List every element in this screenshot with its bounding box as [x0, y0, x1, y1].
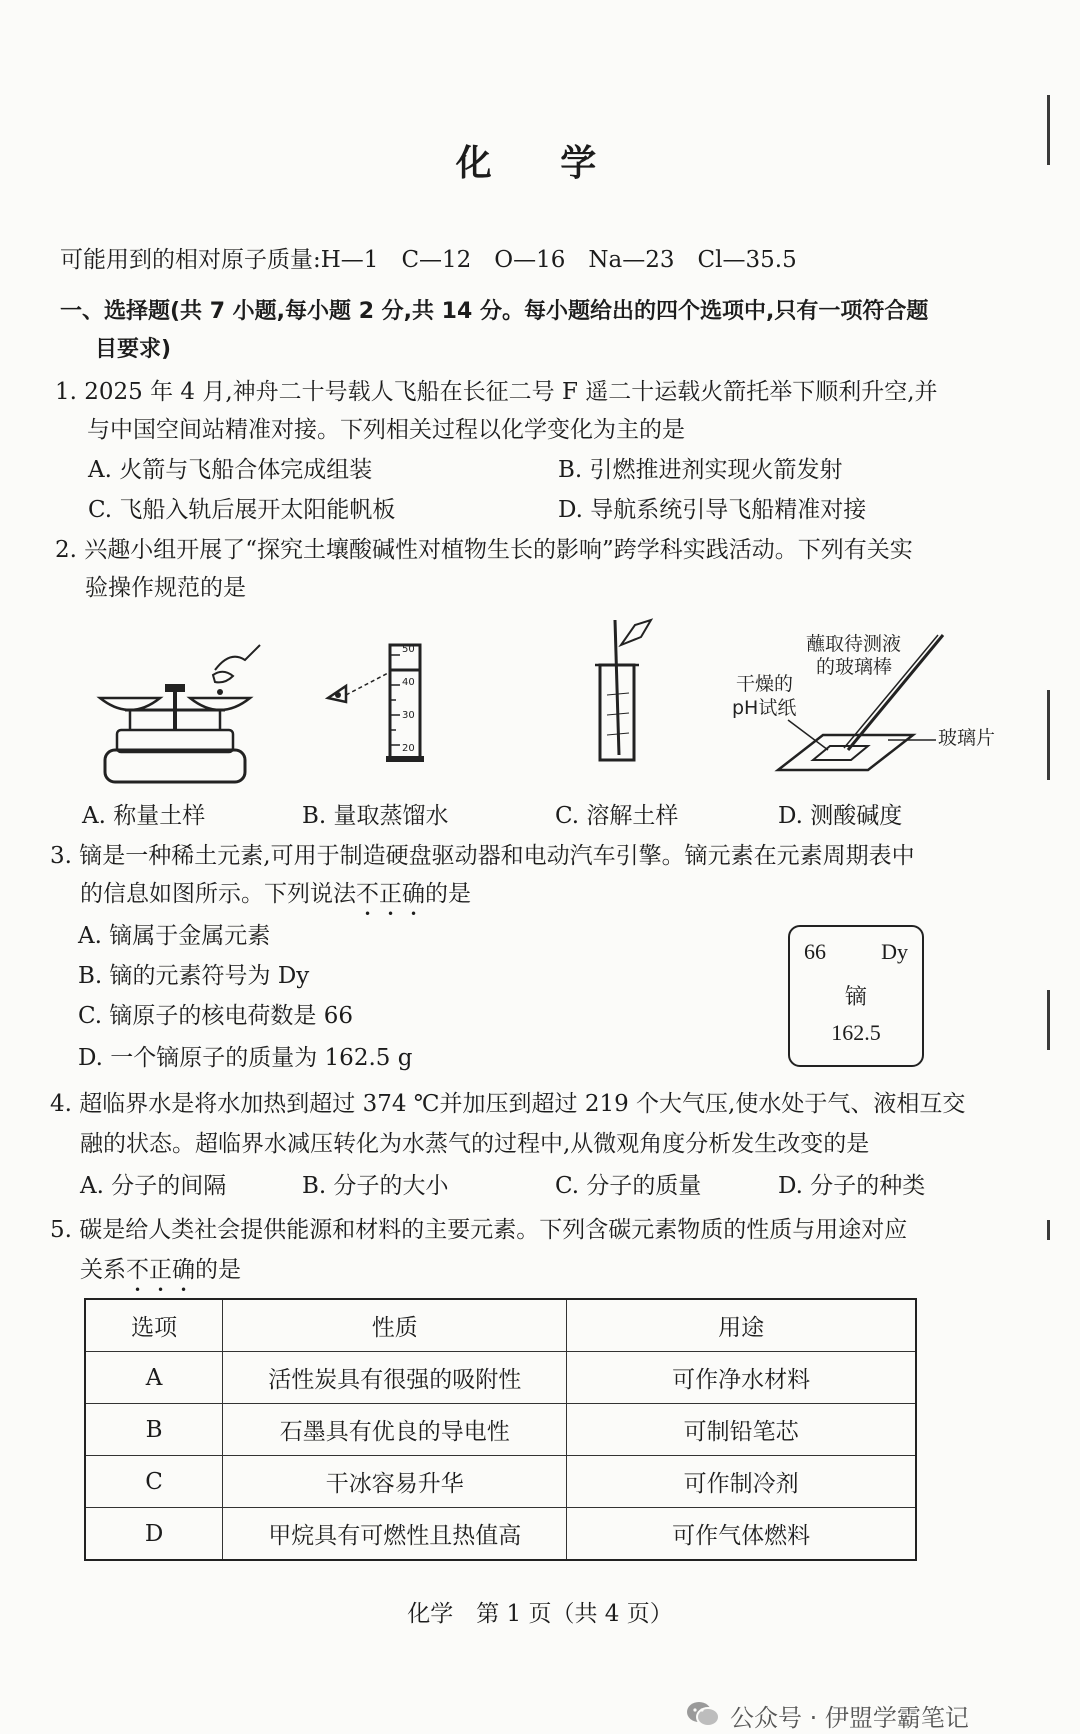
- atomic-masses: 可能用到的相对原子质量:H—1 C—12 O—16 Na—23 Cl—35.5: [60, 247, 797, 273]
- table-row: [85, 1404, 916, 1456]
- scan-edge-mark: [1047, 1220, 1050, 1240]
- scan-edge-mark: [1047, 990, 1050, 1050]
- emphasis-not-correct: 不正确: [356, 881, 425, 907]
- section-heading-cont: 目要求): [95, 337, 172, 362]
- question-4-option-b: B. 分子的大小: [302, 1173, 449, 1199]
- wechat-icon: [686, 1700, 720, 1728]
- ph-test-figure: [728, 630, 996, 780]
- emphasis-not-correct: 不正确: [126, 1257, 195, 1283]
- question-2-stem: 2. 兴趣小组开展了“探究土壤酸碱性对植物生长的影响”跨学科实践活动。下列有关实: [55, 537, 913, 563]
- question-1-stem-cont: 与中国空间站精准对接。下列相关过程以化学变化为主的是: [87, 417, 685, 443]
- question-3-option-d: D. 一个镝原子的质量为 162.5 g: [78, 1045, 413, 1071]
- question-4-option-c: C. 分子的质量: [555, 1173, 702, 1199]
- question-1-option-b: B. 引燃推进剂实现火箭发射: [558, 457, 843, 483]
- header-use: 用途: [567, 1299, 916, 1352]
- row-property: 石墨具有优良的导电性: [223, 1404, 567, 1456]
- question-5-stem-post: 的是: [195, 1257, 241, 1283]
- question-2-option-d: D. 测酸碱度: [778, 803, 903, 829]
- page-footer: 化学 第 1 页（共 4 页）: [407, 1601, 673, 1627]
- question-4-option-d: D. 分子的种类: [778, 1173, 926, 1199]
- row-use: 可作制冷剂: [567, 1456, 916, 1508]
- page-title: 化 学: [455, 143, 625, 184]
- header-property: 性质: [223, 1299, 567, 1352]
- question-2-option-a: A. 称量土样: [82, 803, 206, 829]
- watermark: 公众号 · 伊盟学霸笔记: [730, 1704, 969, 1732]
- row-property: 甲烷具有可燃性且热值高: [223, 1508, 567, 1561]
- dissolve-figure: [585, 615, 665, 765]
- cylinder-tick-20: 20: [402, 743, 415, 754]
- question-1-option-a: A. 火箭与飞船合体完成组装: [88, 457, 373, 483]
- atomic-mass: 162.5: [831, 1020, 881, 1045]
- question-3-stem-post: 的是: [425, 881, 471, 907]
- row-option: D: [85, 1508, 223, 1561]
- question-3-stem-cont: [80, 876, 471, 921]
- question-3-stem-pre: 的信息如图所示。下列说法: [80, 881, 356, 907]
- table-row: [85, 1456, 916, 1508]
- table-row: [85, 1508, 916, 1561]
- row-use: 可作净水材料: [567, 1352, 916, 1404]
- cylinder-tick-40: 40: [402, 677, 415, 688]
- cylinder-tick-50: 50: [402, 644, 415, 655]
- row-option: A: [85, 1352, 223, 1404]
- row-use: 可制铅笔芯: [567, 1404, 916, 1456]
- rod-label-line1: 蘸取待测液: [806, 633, 902, 655]
- balance-figure: [95, 640, 270, 790]
- question-1-stem: 1. 2025 年 4 月,神舟二十号载人飞船在长征二号 F 遥二十运载火箭托举下顺利升空,并: [55, 379, 938, 405]
- question-5-stem-pre: 关系: [80, 1257, 126, 1283]
- rod-label-line2: 的玻璃棒: [816, 656, 893, 678]
- glass-label: 玻璃片: [938, 727, 996, 749]
- question-3-stem: 3. 镝是一种稀土元素,可用于制造硬盘驱动器和电动汽车引擎。镝元素在元素周期表中: [50, 843, 915, 869]
- periodic-element-card: [788, 925, 924, 1067]
- element-symbol: Dy: [881, 939, 908, 964]
- question-5-stem-cont: [80, 1252, 241, 1297]
- header-option: 选项: [85, 1299, 223, 1352]
- question-4-stem-cont: 融的状态。超临界水减压转化为水蒸气的过程中,从微观角度分析发生改变的是: [80, 1131, 870, 1157]
- cylinder-tick-30: 30: [402, 710, 415, 721]
- element-name: 镝: [844, 985, 867, 1010]
- question-3-option-a: A. 镝属于金属元素: [78, 923, 271, 949]
- row-option: C: [85, 1456, 223, 1508]
- row-property: 干冰容易升华: [223, 1456, 567, 1508]
- question-3-option-c: C. 镝原子的核电荷数是 66: [78, 1003, 353, 1029]
- paper-label-line1: 干燥的: [736, 673, 794, 695]
- row-option: B: [85, 1404, 223, 1456]
- scan-edge-mark: [1047, 690, 1050, 780]
- question-3-option-b: B. 镝的元素符号为 Dy: [78, 963, 310, 989]
- section-heading: 一、选择题(共 7 小题,每小题 2 分,共 14 分。每小题给出的四个选项中,只有一项符合题: [60, 299, 929, 324]
- question-2-option-b: B. 量取蒸馏水: [302, 803, 449, 829]
- question-4-option-a: A. 分子的间隔: [80, 1173, 227, 1199]
- question-2-stem-cont: 验操作规范的是: [85, 575, 246, 601]
- question-1-option-d: D. 导航系统引导飞船精准对接: [558, 497, 867, 523]
- paper-label-line2: pH试纸: [732, 697, 797, 719]
- atomic-number: 66: [804, 939, 826, 964]
- question-2-option-c: C. 溶解土样: [555, 803, 679, 829]
- question-5-stem: 5. 碳是给人类社会提供能源和材料的主要元素。下列含碳元素物质的性质与用途对应: [50, 1217, 908, 1243]
- table-row: [85, 1352, 916, 1404]
- property-use-table: [84, 1298, 917, 1561]
- row-use: 可作气体燃料: [567, 1508, 916, 1561]
- question-4-stem: 4. 超临界水是将水加热到超过 374 ℃并加压到超过 219 个大气压,使水处于气、液相互交: [50, 1091, 966, 1117]
- table-header-row: [85, 1299, 916, 1352]
- question-1-option-c: C. 飞船入轨后展开太阳能帆板: [88, 497, 396, 523]
- row-property: 活性炭具有很强的吸附性: [223, 1352, 567, 1404]
- cylinder-figure: [320, 640, 450, 765]
